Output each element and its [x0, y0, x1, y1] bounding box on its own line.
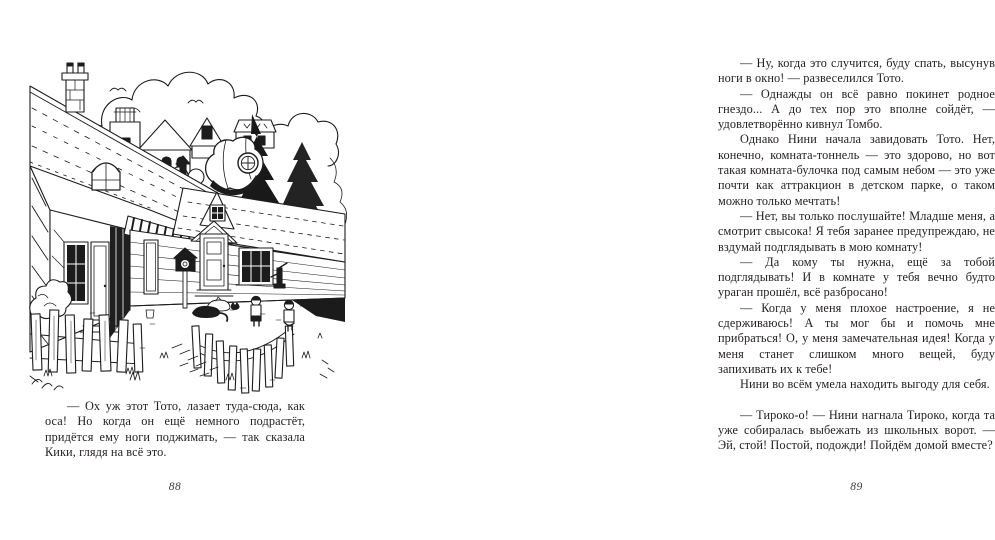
paragraph: — Ох уж этот Тото, лазает туда-сюда, как оса! Но когда он ещё немного подрастёт, придётся ему ноги поджимать, — так сказала Кики, глядя на всё это.: [45, 399, 305, 459]
village-illustration: [30, 58, 345, 396]
paragraph: — Однажды он всё равно покинет родное гнездо... А до тех пор это вполне сойдёт, — удовлетворённо кивнул Томбо.: [718, 86, 995, 132]
paragraph: Нини во всём умела находить выгоду для себя.: [740, 377, 990, 392]
right-page-number: 89: [850, 481, 863, 493]
side-door: [144, 240, 158, 294]
paragraph: — Нет, вы только послушайте! Младше меня, а смотрит свысока! Я тебя заранее предупреждаю, не вздумай подглядывать в мою комнату!: [718, 208, 995, 254]
kitten: [231, 302, 240, 310]
paragraph: — Тироко-о! — Нини нагнала Тироко, когда та уже собиралась выбежать из школьных ворот. — Эй, стой! Постой, подожди! Пойдём домой вместе?: [718, 407, 995, 453]
left-page-number: 88: [168, 481, 182, 493]
paragraph: — Да кому ты нужна, ещё за тобой подглядывать! И в комнате у тебя вечно будто ураган прошёл, всё разбросано!: [718, 254, 995, 300]
illustration: [30, 58, 345, 396]
arched-roof-window: [92, 163, 120, 190]
picket-fence-curved: [192, 326, 294, 393]
front-door: [195, 234, 233, 296]
bird-icon: [110, 88, 126, 91]
bucket: [146, 310, 154, 318]
dark-window: [236, 248, 276, 285]
paragraph: — Когда у меня плохое настроение, я не сдерживаюсь! А ты мог бы и помочь мне прибраться! О, у меня замечательная идея! Когда у меня станет слишком много вещей, буду запихивать их к тебе!: [718, 300, 995, 376]
chimney: [62, 63, 88, 112]
paragraph: Однако Нини начала завидовать Тото. Нет, конечно, комната-тоннель — это здорово, но вот такая комната-булочка под самым небом — это уже почти как аттракцион в детском парке, о таком можно только мечтать!: [718, 132, 995, 208]
left-page: [0, 0, 340, 540]
black-cat: [192, 306, 220, 318]
paragraph: — Ну, когда это случится, буду спать, высунув ноги в окно! — развеселился Тото.: [718, 56, 995, 86]
left-page-text: [45, 399, 305, 460]
right-page: [340, 0, 995, 540]
right-page-text: [718, 56, 995, 453]
child-standing: [251, 296, 261, 326]
